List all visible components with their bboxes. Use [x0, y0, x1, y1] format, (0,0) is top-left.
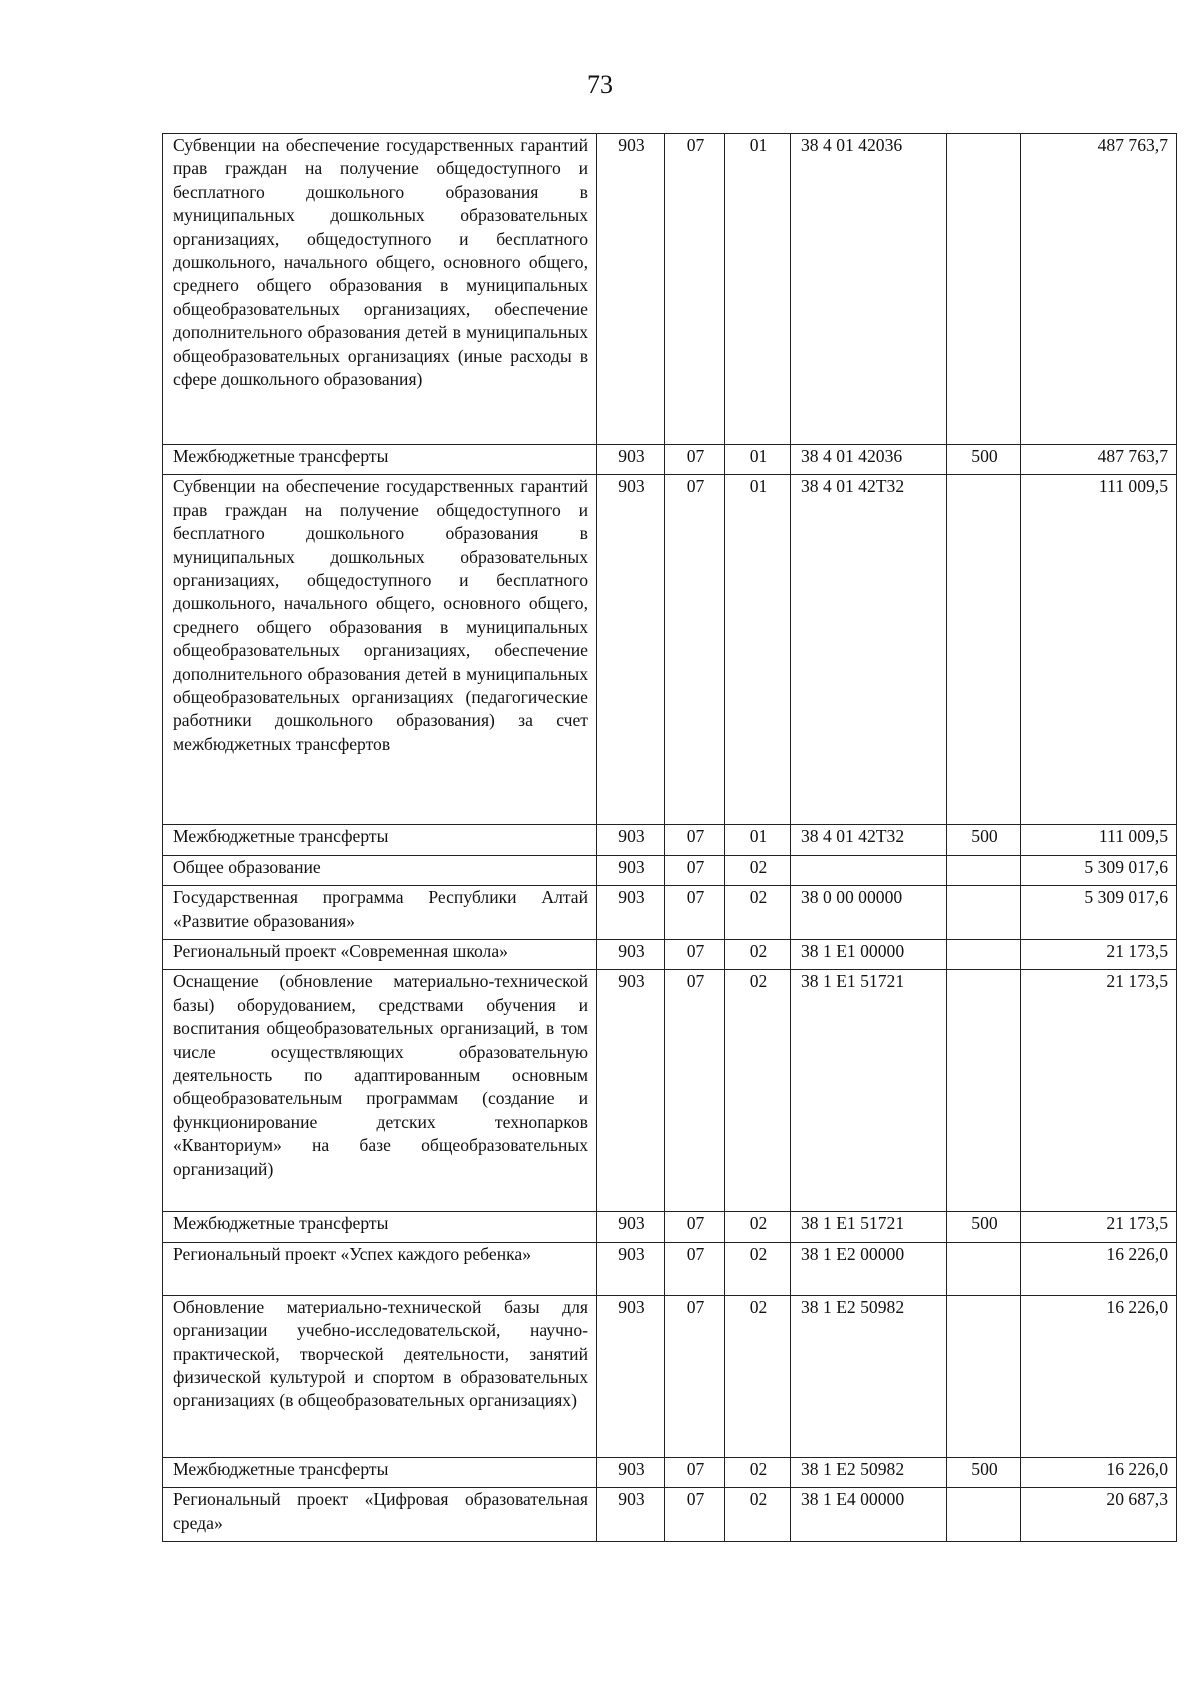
row-target-article: 38 4 01 42Т32 — [791, 475, 947, 825]
row-section: 07 — [665, 1295, 725, 1457]
row-subsection: 02 — [725, 1212, 791, 1242]
row-name: Государственная программа Республики Алтай «Развитие образования» — [163, 886, 597, 940]
row-amount: 487 763,7 — [1021, 134, 1177, 445]
row-grbs: 903 — [597, 1295, 665, 1457]
row-grbs: 903 — [597, 940, 665, 970]
row-name: Межбюджетные трансферты — [163, 1212, 597, 1242]
table-row — [163, 1488, 1177, 1542]
row-section: 07 — [665, 855, 725, 885]
row-grbs: 903 — [597, 134, 665, 445]
row-amount: 20 687,3 — [1021, 1488, 1177, 1542]
row-subsection: 02 — [725, 855, 791, 885]
row-amount: 16 226,0 — [1021, 1295, 1177, 1457]
table-row — [163, 970, 1177, 1212]
row-target-article: 38 1 E2 00000 — [791, 1242, 947, 1295]
row-name: Субвенции на обеспечение государственных гарантий прав граждан на получение общедоступного и бесплатного дошкольного образования в муниципальных дошкольных образовательных организациях, общедоступного и бесплатного дошкольного, начального общего, основного общего, среднего общего образования в муниципальных общеобразовательных организациях, обеспечение дополнительного образования детей в муниципальных общеобразовательных организациях (иные расходы в сфере дошкольного образования) — [163, 134, 597, 445]
table-row — [163, 1212, 1177, 1242]
row-amount: 111 009,5 — [1021, 475, 1177, 825]
row-expense-type: 500 — [947, 1457, 1021, 1487]
table-row — [163, 1457, 1177, 1487]
row-expense-type — [947, 886, 1021, 940]
row-section: 07 — [665, 886, 725, 940]
row-name: Региональный проект «Современная школа» — [163, 940, 597, 970]
row-grbs: 903 — [597, 825, 665, 855]
row-subsection: 02 — [725, 940, 791, 970]
row-subsection: 02 — [725, 1295, 791, 1457]
row-expense-type — [947, 134, 1021, 445]
row-target-article: 38 1 E2 50982 — [791, 1295, 947, 1457]
row-name: Региональный проект «Цифровая образовательная среда» — [163, 1488, 597, 1542]
row-amount: 5 309 017,6 — [1021, 886, 1177, 940]
row-grbs: 903 — [597, 1212, 665, 1242]
row-amount: 16 226,0 — [1021, 1457, 1177, 1487]
row-subsection: 01 — [725, 475, 791, 825]
row-amount: 487 763,7 — [1021, 445, 1177, 475]
row-grbs: 903 — [597, 445, 665, 475]
row-section: 07 — [665, 940, 725, 970]
row-subsection: 02 — [725, 886, 791, 940]
row-subsection: 01 — [725, 825, 791, 855]
row-section: 07 — [665, 475, 725, 825]
row-grbs: 903 — [597, 1242, 665, 1295]
row-name: Региональный проект «Успех каждого ребенка» — [163, 1242, 597, 1295]
page-number: 73 — [587, 70, 613, 99]
row-grbs: 903 — [597, 1457, 665, 1487]
row-subsection: 02 — [725, 970, 791, 1212]
table-row — [163, 886, 1177, 940]
row-subsection: 01 — [725, 445, 791, 475]
row-expense-type — [947, 855, 1021, 885]
table-row — [163, 855, 1177, 885]
row-expense-type: 500 — [947, 825, 1021, 855]
row-expense-type — [947, 940, 1021, 970]
row-expense-type: 500 — [947, 445, 1021, 475]
row-amount: 21 173,5 — [1021, 1212, 1177, 1242]
table-row — [163, 445, 1177, 475]
row-name: Межбюджетные трансферты — [163, 1457, 597, 1487]
row-name: Субвенции на обеспечение государственных гарантий прав граждан на получение общедоступного и бесплатного дошкольного образования в муниципальных дошкольных образовательных организациях, общедоступного и бесплатного дошкольного, начального общего, основного общего, среднего общего образования в муниципальных общеобразовательных организациях, обеспечение дополнительного образования детей в муниципальных общеобразовательных организациях (педагогические работники дошкольного образования) за счет межбюджетных трансфертов — [163, 475, 597, 825]
row-name: Общее образование — [163, 855, 597, 885]
row-grbs: 903 — [597, 886, 665, 940]
table-row — [163, 1295, 1177, 1457]
row-grbs: 903 — [597, 855, 665, 885]
row-target-article — [791, 855, 947, 885]
row-target-article: 38 4 01 42036 — [791, 445, 947, 475]
row-target-article: 38 4 01 42036 — [791, 134, 947, 445]
row-expense-type — [947, 970, 1021, 1212]
row-amount: 21 173,5 — [1021, 940, 1177, 970]
row-amount: 5 309 017,6 — [1021, 855, 1177, 885]
row-section: 07 — [665, 970, 725, 1212]
row-target-article: 38 1 E1 51721 — [791, 1212, 947, 1242]
row-name: Оснащение (обновление материально-технической базы) оборудованием, средствами обучения и воспитания общеобразовательных организаций, в том числе осуществляющих образовательную деятельность по адаптированным основным общеобразовательным программам (создание и функционирование детских технопарков «Кванториум» на базе общеобразовательных организаций) — [163, 970, 597, 1212]
row-subsection: 01 — [725, 134, 791, 445]
row-target-article: 38 1 E1 51721 — [791, 970, 947, 1212]
row-expense-type — [947, 475, 1021, 825]
row-grbs: 903 — [597, 475, 665, 825]
row-target-article: 38 1 E1 00000 — [791, 940, 947, 970]
row-section: 07 — [665, 825, 725, 855]
row-section: 07 — [665, 1488, 725, 1542]
budget-table — [162, 133, 1177, 1542]
row-name: Межбюджетные трансферты — [163, 445, 597, 475]
table-row — [163, 825, 1177, 855]
row-amount: 21 173,5 — [1021, 970, 1177, 1212]
table-row — [163, 134, 1177, 445]
row-expense-type — [947, 1488, 1021, 1542]
row-section: 07 — [665, 1212, 725, 1242]
table-row — [163, 475, 1177, 825]
row-grbs: 903 — [597, 1488, 665, 1542]
row-section: 07 — [665, 1457, 725, 1487]
row-target-article: 38 1 E4 00000 — [791, 1488, 947, 1542]
row-expense-type: 500 — [947, 1212, 1021, 1242]
row-expense-type — [947, 1242, 1021, 1295]
row-amount: 111 009,5 — [1021, 825, 1177, 855]
row-subsection: 02 — [725, 1242, 791, 1295]
row-subsection: 02 — [725, 1488, 791, 1542]
row-subsection: 02 — [725, 1457, 791, 1487]
row-target-article: 38 0 00 00000 — [791, 886, 947, 940]
row-expense-type — [947, 1295, 1021, 1457]
row-name: Обновление материально-технической базы для организации учебно-исследовательской, научно-практической, творческой деятельности, занятий физической культурой и спортом в образовательных организациях (в общеобразовательных организациях) — [163, 1295, 597, 1457]
row-name: Межбюджетные трансферты — [163, 825, 597, 855]
row-target-article: 38 4 01 42Т32 — [791, 825, 947, 855]
table-row — [163, 940, 1177, 970]
row-section: 07 — [665, 445, 725, 475]
table-row — [163, 1242, 1177, 1295]
row-target-article: 38 1 E2 50982 — [791, 1457, 947, 1487]
row-grbs: 903 — [597, 970, 665, 1212]
row-amount: 16 226,0 — [1021, 1242, 1177, 1295]
row-section: 07 — [665, 1242, 725, 1295]
row-section: 07 — [665, 134, 725, 445]
